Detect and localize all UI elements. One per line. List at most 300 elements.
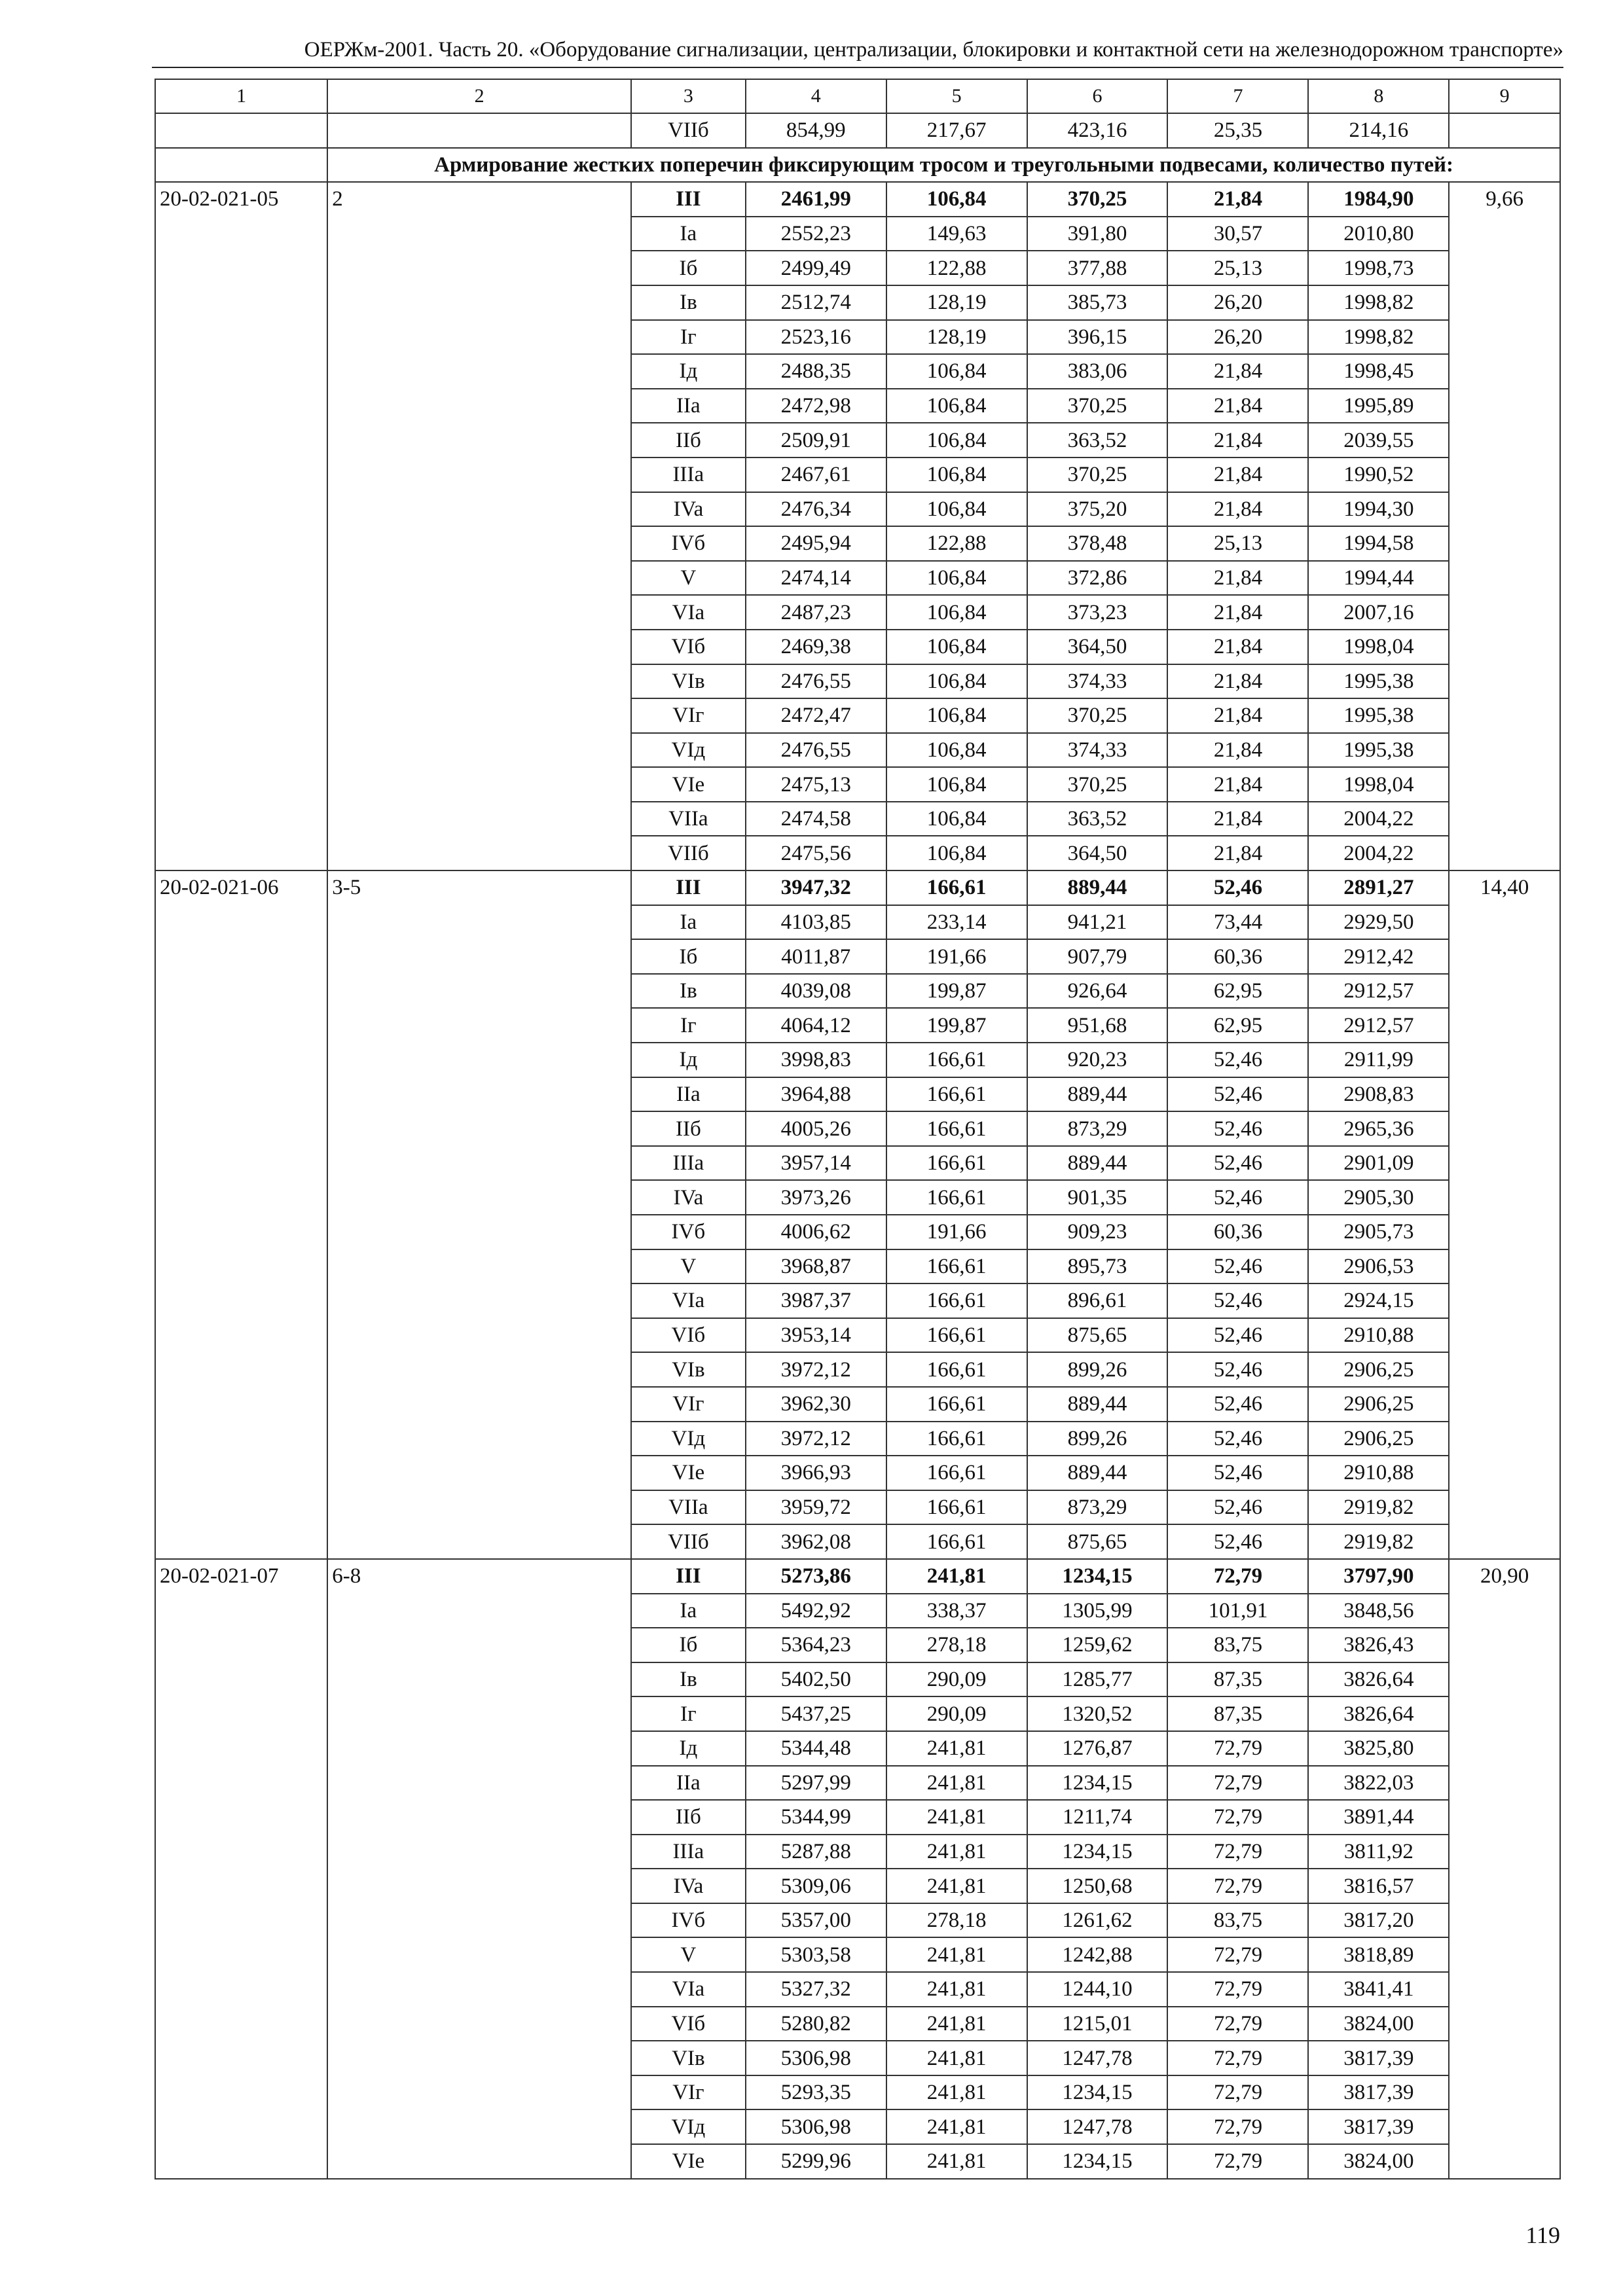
value-cell: 199,87 bbox=[886, 974, 1027, 1009]
value-cell: 854,99 bbox=[746, 113, 886, 148]
value-cell: 122,88 bbox=[886, 526, 1027, 561]
value-cell: 1211,74 bbox=[1027, 1800, 1168, 1835]
value-cell: 899,26 bbox=[1027, 1422, 1168, 1456]
value-cell: 2475,13 bbox=[746, 767, 886, 802]
value-cell: 5306,98 bbox=[746, 2041, 886, 2075]
code-cell bbox=[155, 113, 327, 148]
value-cell: 1234,15 bbox=[1027, 1835, 1168, 1869]
value-cell: 370,25 bbox=[1027, 389, 1168, 423]
value-cell: 373,23 bbox=[1027, 595, 1168, 630]
value-cell: 2004,22 bbox=[1308, 802, 1449, 836]
value-cell: 166,61 bbox=[886, 870, 1027, 905]
value-cell: 278,18 bbox=[886, 1628, 1027, 1662]
value-cell: 199,87 bbox=[886, 1008, 1027, 1043]
value-cell: 21,84 bbox=[1167, 767, 1308, 802]
value-cell: 5437,25 bbox=[746, 1696, 886, 1731]
zone-cell: IIIa bbox=[631, 1146, 746, 1181]
value-cell: 3957,14 bbox=[746, 1146, 886, 1181]
value-cell: 2512,74 bbox=[746, 285, 886, 320]
value-cell: 21,84 bbox=[1167, 389, 1308, 423]
value-cell: 1234,15 bbox=[1027, 2075, 1168, 2110]
value-cell: 2906,25 bbox=[1308, 1387, 1449, 1422]
column-number: 8 bbox=[1308, 79, 1449, 113]
value-cell: 52,46 bbox=[1167, 1387, 1308, 1422]
zone-cell: Iв bbox=[631, 1662, 746, 1697]
column-number: 6 bbox=[1027, 79, 1168, 113]
value-cell: 396,15 bbox=[1027, 320, 1168, 355]
column-number: 1 bbox=[155, 79, 327, 113]
value-cell: 875,65 bbox=[1027, 1524, 1168, 1559]
value-cell: 2912,57 bbox=[1308, 1008, 1449, 1043]
zone-cell: IIa bbox=[631, 1077, 746, 1112]
zone-cell: III bbox=[631, 870, 746, 905]
value-cell: 166,61 bbox=[886, 1249, 1027, 1284]
value-cell: 1305,99 bbox=[1027, 1594, 1168, 1628]
value-cell: 2039,55 bbox=[1308, 423, 1449, 457]
value-cell: 21,84 bbox=[1167, 492, 1308, 527]
value-cell: 241,81 bbox=[886, 1972, 1027, 2007]
value-cell: 52,46 bbox=[1167, 1180, 1308, 1215]
value-cell: 1234,15 bbox=[1027, 1559, 1168, 1594]
value-cell: 52,46 bbox=[1167, 1422, 1308, 1456]
value-cell: 2474,58 bbox=[746, 802, 886, 836]
value-cell: 52,46 bbox=[1167, 1077, 1308, 1112]
value-cell: 363,52 bbox=[1027, 423, 1168, 457]
value-cell: 2965,36 bbox=[1308, 1111, 1449, 1146]
value-cell: 1995,89 bbox=[1308, 389, 1449, 423]
value-cell: 941,21 bbox=[1027, 905, 1168, 940]
value-cell: 4103,85 bbox=[746, 905, 886, 940]
value-cell: 290,09 bbox=[886, 1696, 1027, 1731]
code-cell: 20-02-021-07 bbox=[155, 1559, 327, 2179]
rates-table bbox=[155, 79, 1561, 2179]
value-cell: 106,84 bbox=[886, 595, 1027, 630]
value-cell: 364,50 bbox=[1027, 630, 1168, 664]
value-cell: 2905,73 bbox=[1308, 1215, 1449, 1249]
value-cell: 4006,62 bbox=[746, 1215, 886, 1249]
value-cell: 241,81 bbox=[886, 2144, 1027, 2179]
zone-cell: Iд bbox=[631, 1731, 746, 1766]
value-cell: 2906,25 bbox=[1308, 1352, 1449, 1387]
zone-cell: Ia bbox=[631, 217, 746, 251]
value-cell: 21,84 bbox=[1167, 802, 1308, 836]
value-cell: 2912,57 bbox=[1308, 974, 1449, 1009]
zone-cell: VIб bbox=[631, 1318, 746, 1353]
zone-cell: VIд bbox=[631, 2109, 746, 2144]
value-cell: 5327,32 bbox=[746, 1972, 886, 2007]
zone-cell: III bbox=[631, 1559, 746, 1594]
value-cell: 2004,22 bbox=[1308, 836, 1449, 870]
value-cell: 1998,82 bbox=[1308, 285, 1449, 320]
column-number: 2 bbox=[327, 79, 631, 113]
zone-cell: IVб bbox=[631, 526, 746, 561]
value-cell: 901,35 bbox=[1027, 1180, 1168, 1215]
value-cell: 62,95 bbox=[1167, 1008, 1308, 1043]
zone-cell: III bbox=[631, 182, 746, 217]
value-cell: 3797,90 bbox=[1308, 1559, 1449, 1594]
value-cell: 128,19 bbox=[886, 285, 1027, 320]
zone-cell: Iв bbox=[631, 974, 746, 1009]
value-cell: 83,75 bbox=[1167, 1903, 1308, 1938]
value-cell: 370,25 bbox=[1027, 698, 1168, 733]
value-cell: 21,84 bbox=[1167, 182, 1308, 217]
value-cell: 378,48 bbox=[1027, 526, 1168, 561]
value-cell: 2472,98 bbox=[746, 389, 886, 423]
zone-cell: VIIa bbox=[631, 802, 746, 836]
value-cell: 383,06 bbox=[1027, 354, 1168, 389]
value-cell: 1261,62 bbox=[1027, 1903, 1168, 1938]
value-cell: 2476,55 bbox=[746, 664, 886, 699]
value-cell: 2906,25 bbox=[1308, 1422, 1449, 1456]
value-cell: 3822,03 bbox=[1308, 1766, 1449, 1801]
value-cell: 2891,27 bbox=[1308, 870, 1449, 905]
value-cell: 21,84 bbox=[1167, 354, 1308, 389]
value-cell: 166,61 bbox=[886, 1490, 1027, 1525]
zone-cell: Iв bbox=[631, 285, 746, 320]
value-cell: 52,46 bbox=[1167, 1318, 1308, 1353]
value-cell: 889,44 bbox=[1027, 870, 1168, 905]
value-cell: 3826,43 bbox=[1308, 1628, 1449, 1662]
value-cell: 374,33 bbox=[1027, 733, 1168, 768]
table-row bbox=[155, 870, 1560, 905]
value-cell: 372,86 bbox=[1027, 561, 1168, 596]
value-cell: 3972,12 bbox=[746, 1352, 886, 1387]
value-cell: 21,84 bbox=[1167, 664, 1308, 699]
value-cell: 1994,30 bbox=[1308, 492, 1449, 527]
value-cell: 25,13 bbox=[1167, 526, 1308, 561]
value-cell: 895,73 bbox=[1027, 1249, 1168, 1284]
value-cell: 106,84 bbox=[886, 457, 1027, 492]
value-cell: 106,84 bbox=[886, 492, 1027, 527]
value-cell: 21,84 bbox=[1167, 595, 1308, 630]
value-cell: 3973,26 bbox=[746, 1180, 886, 1215]
value-cell: 72,79 bbox=[1167, 2041, 1308, 2075]
zone-cell: Iд bbox=[631, 354, 746, 389]
value-cell: 385,73 bbox=[1027, 285, 1168, 320]
value-cell: 3962,08 bbox=[746, 1524, 886, 1559]
value-cell: 3817,39 bbox=[1308, 2075, 1449, 2110]
value-cell: 87,35 bbox=[1167, 1696, 1308, 1731]
value-cell: 1320,52 bbox=[1027, 1696, 1168, 1731]
value-cell: 1998,04 bbox=[1308, 630, 1449, 664]
value-cell: 2929,50 bbox=[1308, 905, 1449, 940]
zone-cell: IVб bbox=[631, 1903, 746, 1938]
value-cell: 1994,44 bbox=[1308, 561, 1449, 596]
column-number: 3 bbox=[631, 79, 746, 113]
value-cell: 2474,14 bbox=[746, 561, 886, 596]
value-cell: 241,81 bbox=[886, 2075, 1027, 2110]
value-cell: 1998,73 bbox=[1308, 251, 1449, 285]
value-cell: 2919,82 bbox=[1308, 1490, 1449, 1525]
section-title-row bbox=[155, 148, 1560, 183]
value-cell: 896,61 bbox=[1027, 1283, 1168, 1318]
zone-cell: Iб bbox=[631, 251, 746, 285]
value-cell: 128,19 bbox=[886, 320, 1027, 355]
value-cell: 374,33 bbox=[1027, 664, 1168, 699]
zone-cell: Iб bbox=[631, 1628, 746, 1662]
zone-cell: IVa bbox=[631, 1869, 746, 1903]
value-cell: 106,84 bbox=[886, 802, 1027, 836]
value-cell: 3826,64 bbox=[1308, 1696, 1449, 1731]
value-cell: 25,35 bbox=[1167, 113, 1308, 148]
value-cell: 1244,10 bbox=[1027, 1972, 1168, 2007]
zone-cell: Iб bbox=[631, 939, 746, 974]
value-cell: 2499,49 bbox=[746, 251, 886, 285]
zone-cell: Iд bbox=[631, 1043, 746, 1077]
value-cell: 5309,06 bbox=[746, 1869, 886, 1903]
zone-cell: VIб bbox=[631, 2007, 746, 2041]
value-cell: 889,44 bbox=[1027, 1077, 1168, 1112]
zone-cell: VIд bbox=[631, 1422, 746, 1456]
value-cell: 5364,23 bbox=[746, 1628, 886, 1662]
value-cell: 5280,82 bbox=[746, 2007, 886, 2041]
value-cell: 2908,83 bbox=[1308, 1077, 1449, 1112]
value-cell: 72,79 bbox=[1167, 1766, 1308, 1801]
value-cell: 338,37 bbox=[886, 1594, 1027, 1628]
value-cell: 72,79 bbox=[1167, 2075, 1308, 2110]
value-cell: 2495,94 bbox=[746, 526, 886, 561]
value-cell: 72,79 bbox=[1167, 1835, 1308, 1869]
value-cell: 377,88 bbox=[1027, 251, 1168, 285]
value-cell: 2461,99 bbox=[746, 182, 886, 217]
value-cell: 1242,88 bbox=[1027, 1937, 1168, 1972]
value-cell: 30,57 bbox=[1167, 217, 1308, 251]
value-cell: 166,61 bbox=[886, 1043, 1027, 1077]
zone-cell: VIa bbox=[631, 1972, 746, 2007]
value-cell: 2469,38 bbox=[746, 630, 886, 664]
value-cell: 2487,23 bbox=[746, 595, 886, 630]
value-cell: 214,16 bbox=[1308, 113, 1449, 148]
tracks-cell: 2 bbox=[327, 182, 631, 870]
page-header bbox=[152, 34, 1563, 68]
zone-cell: VIб bbox=[631, 630, 746, 664]
value-cell: 3826,64 bbox=[1308, 1662, 1449, 1697]
value-cell: 217,67 bbox=[886, 113, 1027, 148]
value-cell: 363,52 bbox=[1027, 802, 1168, 836]
value-cell: 241,81 bbox=[886, 2109, 1027, 2144]
zone-cell: VIIa bbox=[631, 1490, 746, 1525]
value-cell: 1995,38 bbox=[1308, 698, 1449, 733]
value-cell: 278,18 bbox=[886, 1903, 1027, 1938]
zone-cell: IIa bbox=[631, 389, 746, 423]
value-cell: 889,44 bbox=[1027, 1146, 1168, 1181]
value-cell: 72,79 bbox=[1167, 2007, 1308, 2041]
value-cell: 2910,88 bbox=[1308, 1456, 1449, 1490]
zone-cell: Ia bbox=[631, 905, 746, 940]
value-cell: 2912,42 bbox=[1308, 939, 1449, 974]
value-cell: 52,46 bbox=[1167, 1283, 1308, 1318]
value-cell: 26,20 bbox=[1167, 320, 1308, 355]
value-cell: 3966,93 bbox=[746, 1456, 886, 1490]
zone-cell: Iг bbox=[631, 1696, 746, 1731]
value-cell: 106,84 bbox=[886, 767, 1027, 802]
zone-cell: VIe bbox=[631, 1456, 746, 1490]
zone-cell: V bbox=[631, 1937, 746, 1972]
zone-cell: IIб bbox=[631, 1111, 746, 1146]
value-cell: 73,44 bbox=[1167, 905, 1308, 940]
zone-cell: IIIa bbox=[631, 457, 746, 492]
value-cell: 52,46 bbox=[1167, 1352, 1308, 1387]
zone-cell: IIIa bbox=[631, 1835, 746, 1869]
zone-cell: VIa bbox=[631, 1283, 746, 1318]
value-cell: 3972,12 bbox=[746, 1422, 886, 1456]
value-cell: 166,61 bbox=[886, 1283, 1027, 1318]
index-cell: 9,66 bbox=[1449, 182, 1560, 870]
value-cell: 2476,55 bbox=[746, 733, 886, 768]
value-cell: 3848,56 bbox=[1308, 1594, 1449, 1628]
value-cell: 1234,15 bbox=[1027, 2144, 1168, 2179]
value-cell: 423,16 bbox=[1027, 113, 1168, 148]
value-cell: 5273,86 bbox=[746, 1559, 886, 1594]
value-cell: 2901,09 bbox=[1308, 1146, 1449, 1181]
index-cell bbox=[1449, 113, 1560, 148]
value-cell: 5344,99 bbox=[746, 1800, 886, 1835]
value-cell: 899,26 bbox=[1027, 1352, 1168, 1387]
value-cell: 52,46 bbox=[1167, 1490, 1308, 1525]
value-cell: 2552,23 bbox=[746, 217, 886, 251]
value-cell: 1994,58 bbox=[1308, 526, 1449, 561]
page-number: 119 bbox=[1525, 2222, 1560, 2248]
value-cell: 2509,91 bbox=[746, 423, 886, 457]
value-cell: 3998,83 bbox=[746, 1043, 886, 1077]
value-cell: 166,61 bbox=[886, 1524, 1027, 1559]
zone-cell: VIв bbox=[631, 2041, 746, 2075]
value-cell: 5293,35 bbox=[746, 2075, 886, 2110]
value-cell: 241,81 bbox=[886, 1766, 1027, 1801]
value-cell: 106,84 bbox=[886, 698, 1027, 733]
value-cell: 52,46 bbox=[1167, 1146, 1308, 1181]
value-cell: 2476,34 bbox=[746, 492, 886, 527]
value-cell: 1259,62 bbox=[1027, 1628, 1168, 1662]
value-cell: 3964,88 bbox=[746, 1077, 886, 1112]
zone-cell: VIIб bbox=[631, 836, 746, 870]
value-cell: 1998,82 bbox=[1308, 320, 1449, 355]
value-cell: 290,09 bbox=[886, 1662, 1027, 1697]
value-cell: 391,80 bbox=[1027, 217, 1168, 251]
zone-cell: IIб bbox=[631, 1800, 746, 1835]
value-cell: 241,81 bbox=[886, 2007, 1027, 2041]
value-cell: 21,84 bbox=[1167, 630, 1308, 664]
value-cell: 166,61 bbox=[886, 1422, 1027, 1456]
value-cell: 5357,00 bbox=[746, 1903, 886, 1938]
value-cell: 2905,30 bbox=[1308, 1180, 1449, 1215]
value-cell: 60,36 bbox=[1167, 1215, 1308, 1249]
code-cell bbox=[155, 148, 327, 183]
value-cell: 106,84 bbox=[886, 354, 1027, 389]
value-cell: 4011,87 bbox=[746, 939, 886, 974]
value-cell: 3825,80 bbox=[1308, 1731, 1449, 1766]
value-cell: 907,79 bbox=[1027, 939, 1168, 974]
value-cell: 370,25 bbox=[1027, 767, 1168, 802]
value-cell: 5402,50 bbox=[746, 1662, 886, 1697]
zone-cell: IVa bbox=[631, 1180, 746, 1215]
zone-cell: V bbox=[631, 561, 746, 596]
value-cell: 106,84 bbox=[886, 389, 1027, 423]
value-cell: 52,46 bbox=[1167, 1456, 1308, 1490]
value-cell: 2924,15 bbox=[1308, 1283, 1449, 1318]
value-cell: 62,95 bbox=[1167, 974, 1308, 1009]
section-title: Армирование жестких поперечин фиксирующим тросом и треугольными подвесами, количество путей: bbox=[327, 148, 1560, 183]
value-cell: 241,81 bbox=[886, 1835, 1027, 1869]
value-cell: 106,84 bbox=[886, 733, 1027, 768]
value-cell: 122,88 bbox=[886, 251, 1027, 285]
value-cell: 101,91 bbox=[1167, 1594, 1308, 1628]
column-number: 7 bbox=[1167, 79, 1308, 113]
value-cell: 25,13 bbox=[1167, 251, 1308, 285]
value-cell: 1234,15 bbox=[1027, 1766, 1168, 1801]
value-cell: 72,79 bbox=[1167, 1731, 1308, 1766]
code-cell: 20-02-021-05 bbox=[155, 182, 327, 870]
code-cell: 20-02-021-06 bbox=[155, 870, 327, 1559]
value-cell: 106,84 bbox=[886, 664, 1027, 699]
value-cell: 241,81 bbox=[886, 1800, 1027, 1835]
value-cell: 3968,87 bbox=[746, 1249, 886, 1284]
value-cell: 166,61 bbox=[886, 1352, 1027, 1387]
zone-cell: VIIб bbox=[631, 113, 746, 148]
value-cell: 3817,20 bbox=[1308, 1903, 1449, 1938]
value-cell: 72,79 bbox=[1167, 1869, 1308, 1903]
zone-cell: VIд bbox=[631, 733, 746, 768]
zone-cell: VIIб bbox=[631, 1524, 746, 1559]
value-cell: 233,14 bbox=[886, 905, 1027, 940]
value-cell: 191,66 bbox=[886, 1215, 1027, 1249]
value-cell: 1285,77 bbox=[1027, 1662, 1168, 1697]
zone-cell: VIa bbox=[631, 595, 746, 630]
zone-cell: Iг bbox=[631, 320, 746, 355]
value-cell: 241,81 bbox=[886, 1869, 1027, 1903]
value-cell: 370,25 bbox=[1027, 182, 1168, 217]
value-cell: 5287,88 bbox=[746, 1835, 886, 1869]
value-cell: 52,46 bbox=[1167, 870, 1308, 905]
value-cell: 21,84 bbox=[1167, 561, 1308, 596]
value-cell: 5344,48 bbox=[746, 1731, 886, 1766]
value-cell: 1247,78 bbox=[1027, 2041, 1168, 2075]
zone-cell: IVб bbox=[631, 1215, 746, 1249]
value-cell: 370,25 bbox=[1027, 457, 1168, 492]
value-cell: 364,50 bbox=[1027, 836, 1168, 870]
value-cell: 241,81 bbox=[886, 1937, 1027, 1972]
column-number: 5 bbox=[886, 79, 1027, 113]
value-cell: 3953,14 bbox=[746, 1318, 886, 1353]
value-cell: 375,20 bbox=[1027, 492, 1168, 527]
value-cell: 52,46 bbox=[1167, 1249, 1308, 1284]
zone-cell: VIe bbox=[631, 767, 746, 802]
value-cell: 5303,58 bbox=[746, 1937, 886, 1972]
value-cell: 2467,61 bbox=[746, 457, 886, 492]
value-cell: 3816,57 bbox=[1308, 1869, 1449, 1903]
value-cell: 21,84 bbox=[1167, 457, 1308, 492]
value-cell: 873,29 bbox=[1027, 1111, 1168, 1146]
value-cell: 21,84 bbox=[1167, 733, 1308, 768]
value-cell: 1995,38 bbox=[1308, 664, 1449, 699]
table-row bbox=[155, 182, 1560, 217]
value-cell: 2906,53 bbox=[1308, 1249, 1449, 1284]
value-cell: 87,35 bbox=[1167, 1662, 1308, 1697]
tracks-cell: 3-5 bbox=[327, 870, 631, 1559]
index-cell: 14,40 bbox=[1449, 870, 1560, 1559]
value-cell: 106,84 bbox=[886, 423, 1027, 457]
zone-cell: VIв bbox=[631, 1352, 746, 1387]
value-cell: 1990,52 bbox=[1308, 457, 1449, 492]
value-cell: 875,65 bbox=[1027, 1318, 1168, 1353]
value-cell: 2911,99 bbox=[1308, 1043, 1449, 1077]
value-cell: 241,81 bbox=[886, 1731, 1027, 1766]
value-cell: 21,84 bbox=[1167, 423, 1308, 457]
value-cell: 3959,72 bbox=[746, 1490, 886, 1525]
value-cell: 4039,08 bbox=[746, 974, 886, 1009]
zone-cell: Ia bbox=[631, 1594, 746, 1628]
value-cell: 2007,16 bbox=[1308, 595, 1449, 630]
